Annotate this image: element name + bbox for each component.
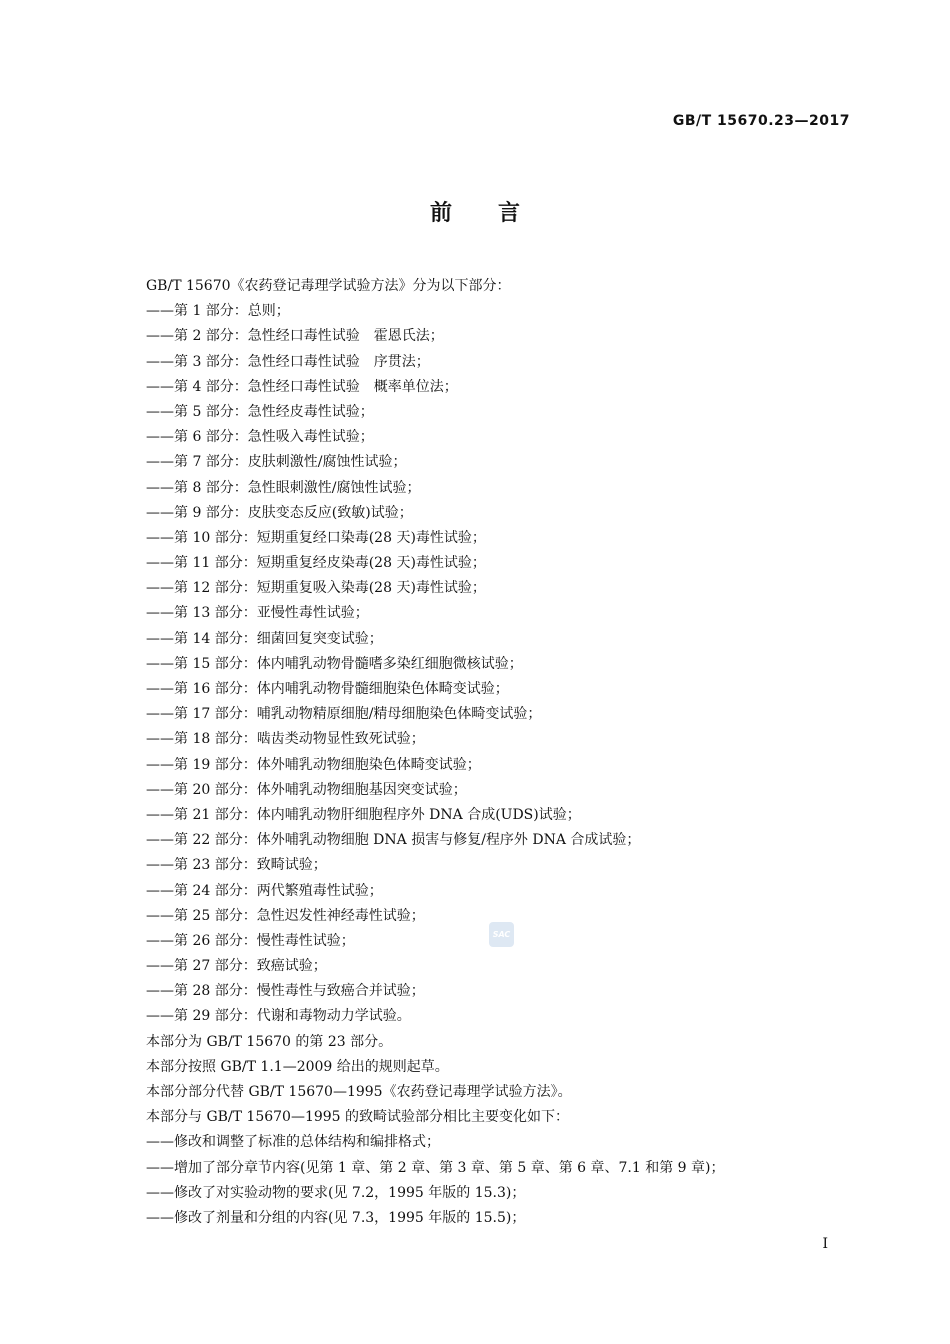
part-list-item: ——第 2 部分：急性经口毒性试验 霍恩氏法； bbox=[146, 328, 444, 345]
part-list-item: ——第 1 部分：总则； bbox=[146, 303, 290, 320]
changes-list bbox=[146, 1130, 836, 1231]
part-list-item: ——第 24 部分：两代繁殖毒性试验； bbox=[146, 882, 383, 899]
sac-watermark-logo: SAC bbox=[489, 922, 514, 947]
part-list-item: ——第 7 部分：皮肤刺激性/腐蚀性试验； bbox=[146, 454, 407, 471]
parts-list bbox=[146, 299, 836, 1029]
change-list-item: ——增加了部分章节内容(见第 1 章、第 2 章、第 3 章、第 5 章、第 6 章、7.1 和第 9 章)； bbox=[146, 1159, 725, 1176]
part-list-item: ——第 16 部分：体内哺乳动物骨髓细胞染色体畸变试验； bbox=[146, 681, 509, 697]
part-list-item: ——第 8 部分：急性眼刺激性/腐蚀性试验； bbox=[146, 479, 421, 496]
part-list-item: ——第 23 部分：致畸试验； bbox=[146, 857, 327, 874]
page-number: I bbox=[822, 1236, 828, 1252]
part-list-item: ——第 12 部分：短期重复吸入染毒(28 天)毒性试验； bbox=[146, 580, 486, 597]
part-list-item: ——第 14 部分：细菌回复突变试验； bbox=[146, 630, 383, 647]
part-list-item: ——第 26 部分：慢性毒性试验； bbox=[146, 932, 355, 949]
intro-line: GB/T 15670《农药登记毒理学试验方法》分为以下部分： bbox=[146, 278, 511, 294]
part-list-item: ——第 19 部分：体外哺乳动物细胞染色体畸变试验； bbox=[146, 756, 481, 773]
standard-number: GB/T 15670.23—2017 bbox=[672, 113, 850, 129]
part-list-item: ——第 9 部分：皮肤变态反应(致敏)试验； bbox=[146, 504, 413, 521]
statement-line: 本部分与 GB/T 15670—1995 的致畸试验部分相比主要变化如下： bbox=[146, 1109, 570, 1126]
part-list-item: ——第 13 部分：亚慢性毒性试验； bbox=[146, 605, 369, 622]
part-list-item: ——第 28 部分：慢性毒性与致癌合并试验； bbox=[146, 983, 425, 1000]
statements-list bbox=[146, 1030, 836, 1131]
part-list-item: ——第 3 部分：急性经口毒性试验 序贯法； bbox=[146, 353, 430, 370]
part-list-item: ——第 25 部分：急性迟发性神经毒性试验； bbox=[146, 907, 425, 924]
change-list-item: ——修改了剂量和分组的内容(见 7.3，1995 年版的 15.5)； bbox=[146, 1209, 526, 1226]
part-list-item: ——第 27 部分：致癌试验； bbox=[146, 958, 327, 975]
part-list-item: ——第 20 部分：体外哺乳动物细胞基因突变试验； bbox=[146, 781, 467, 798]
part-list-item: ——第 11 部分：短期重复经皮染毒(28 天)毒性试验； bbox=[146, 555, 486, 572]
change-list-item: ——修改了对实验动物的要求(见 7.2，1995 年版的 15.3)； bbox=[146, 1184, 526, 1201]
statement-line: 本部分为 GB/T 15670 的第 23 部分。 bbox=[146, 1033, 393, 1050]
statement-line: 本部分按照 GB/T 1.1—2009 给出的规则起草。 bbox=[146, 1058, 449, 1075]
part-list-item: ——第 5 部分：急性经皮毒性试验； bbox=[146, 403, 374, 420]
change-list-item: ——修改和调整了标准的总体结构和编排格式； bbox=[146, 1134, 440, 1151]
part-list-item: ——第 15 部分：体内哺乳动物骨髓嗜多染红细胞微核试验； bbox=[146, 655, 523, 672]
part-list-item: ——第 4 部分：急性经口毒性试验 概率单位法； bbox=[146, 378, 458, 395]
part-list-item: ——第 10 部分：短期重复经口染毒(28 天)毒性试验； bbox=[146, 529, 486, 546]
part-list-item: ——第 21 部分：体内哺乳动物肝细胞程序外 DNA 合成(UDS)试验； bbox=[146, 806, 581, 823]
page-title: 前言 bbox=[429, 201, 566, 226]
part-list-item: ——第 22 部分：体外哺乳动物细胞 DNA 损害与修复/程序外 DNA 合成试验； bbox=[146, 832, 641, 849]
foreword-body bbox=[146, 274, 836, 1231]
part-list-item: ——第 17 部分：哺乳动物精原细胞/精母细胞染色体畸变试验； bbox=[146, 706, 542, 723]
part-list-item: ——第 6 部分：急性吸入毒性试验； bbox=[146, 429, 374, 446]
part-list-item: ——第 18 部分：啮齿类动物显性致死试验； bbox=[146, 731, 425, 748]
statement-line: 本部分部分代替 GB/T 15670—1995《农药登记毒理学试验方法》。 bbox=[146, 1084, 572, 1100]
part-list-item: ——第 29 部分：代谢和毒物动力学试验。 bbox=[146, 1008, 411, 1025]
